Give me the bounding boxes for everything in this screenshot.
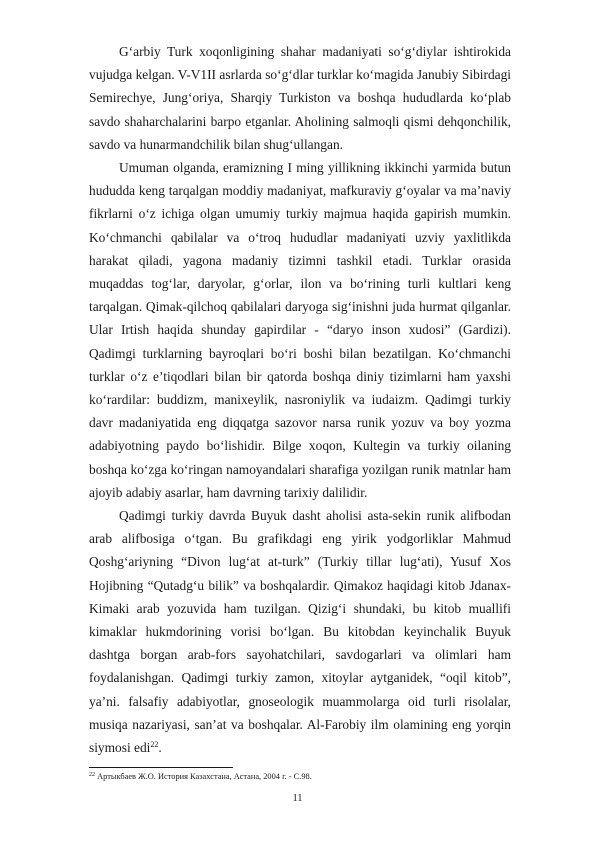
paragraph-3: [89, 504, 511, 759]
paragraph-2: [89, 156, 511, 504]
footnote-reference: 22: [150, 740, 159, 750]
footnote-number: 22: [89, 772, 95, 778]
paragraph-2-text: Umuman olganda, eramizning I ming yillikning ikkinchi yarmida butun hududda keng tarqalgan moddiy madaniyat, mafkuraviy g‘oyalar va ma’naviy fikrlarni o‘z ichiga olgan umumiy turkiy majmua haqida gapirish mumkin. Ko‘chmanchi qabilalar va o‘troq hududlar madaniyati uzviy yaxlitlikda harakat qiladi, yagona madaniy tizimni tashkil etadi. Turklar orasida muqaddas tog‘lar, daryolar, g‘orlar, ilon va bo‘rining turli kultlari keng tarqalgan. Qimak-qilchoq qabilalari daryoga sig‘inishni juda hurmat qilganlar. Ular Irtish haqida shunday gapirdilar - “daryo inson xudosi” (Gardizi). Qadimgi turklarning bayroqlari bo‘ri boshi bilan bezatilgan. Ko‘chmanchi turklar o‘z e’tiqodlari bilan bir qatorda boshqa diniy tizimlarni ham yaxshi ko‘rardilar: buddizm, manixeylik, nasroniylik va iudaizm. Qadimgi turkiy davr madaniyatida eng diqqatga sazovor narsa runik yozuv va boy yozma adabiyotning paydo bo‘lishidir. Bilge xoqon, Kultegin va turkiy oilaning boshqa ko‘zga ko‘ringan namoyandalari sharafiga yozilgan runik matnlar ham ajoyib adabiy asarlar, ham davrning tarixiy dalilidir.: [89, 160, 511, 500]
paragraph-1: [89, 40, 511, 156]
paragraph-1-text: G‘arbiy Turk xoqonligining shahar madaniyati so‘g‘diylar ishtirokida vujudga kelgan. V-V1II asrlarda so‘g‘dlar turklar ko‘magida Janubiy Sibirdagi Semirechye, Jung‘oriya, Sharqiy Turkiston va boshqa hududlarda ko‘plab savdo shaharchalarini barpo etganlar. Aholining salmoqli qismi dehqonchilik, savdo va hunarmandchilik bilan shug‘ullangan.: [89, 44, 511, 152]
paragraph-3-tail: .: [158, 740, 162, 756]
footnote-text: Артыкбаев Ж.О. История Казахстана, Астана, 2004 г. - С.98.: [97, 772, 312, 781]
footnote: [89, 771, 511, 783]
page-number: 11: [292, 793, 303, 804]
footnote-separator: [89, 767, 233, 768]
body-text: [89, 40, 511, 759]
paragraph-3-text: Qadimgi turkiy davrda Buyuk dasht aholisi asta-sekin runik alifbodan arab alifbosiga o‘tgan. Bu grafikdagi eng yirik yodgorliklar Mahmud Qoshg‘ariyning “Divon lug‘at at-turk” (Turkiy tillar lug‘ati), Yusuf Xos Hojibning “Qutadg‘u bilik” va boshqalardir. Qimakoz haqidagi kitob Jdanax-Kimaki arab yozuvida ham tuzilgan. Qizig‘i shundaki, bu kitob muallifi kimaklar hukmdorining vorisi bo‘lgan. Bu kitobdan keyinchalik Buyuk dashtga borgan arab-fors sayohatchilari, savdogarlari va olimlari ham foydalanishgan. Qadimgi turkiy zamon, xitoylar aytganidek, “oqil kitob”, ya’ni. falsafiy adabiyotlar, gnoseologik muammolarga oid turli risolalar, musiqa nazariyasi, san’at va boshqalar. Al-Farobiy ilm olamining eng yorqin siymosi edi: [89, 508, 511, 756]
